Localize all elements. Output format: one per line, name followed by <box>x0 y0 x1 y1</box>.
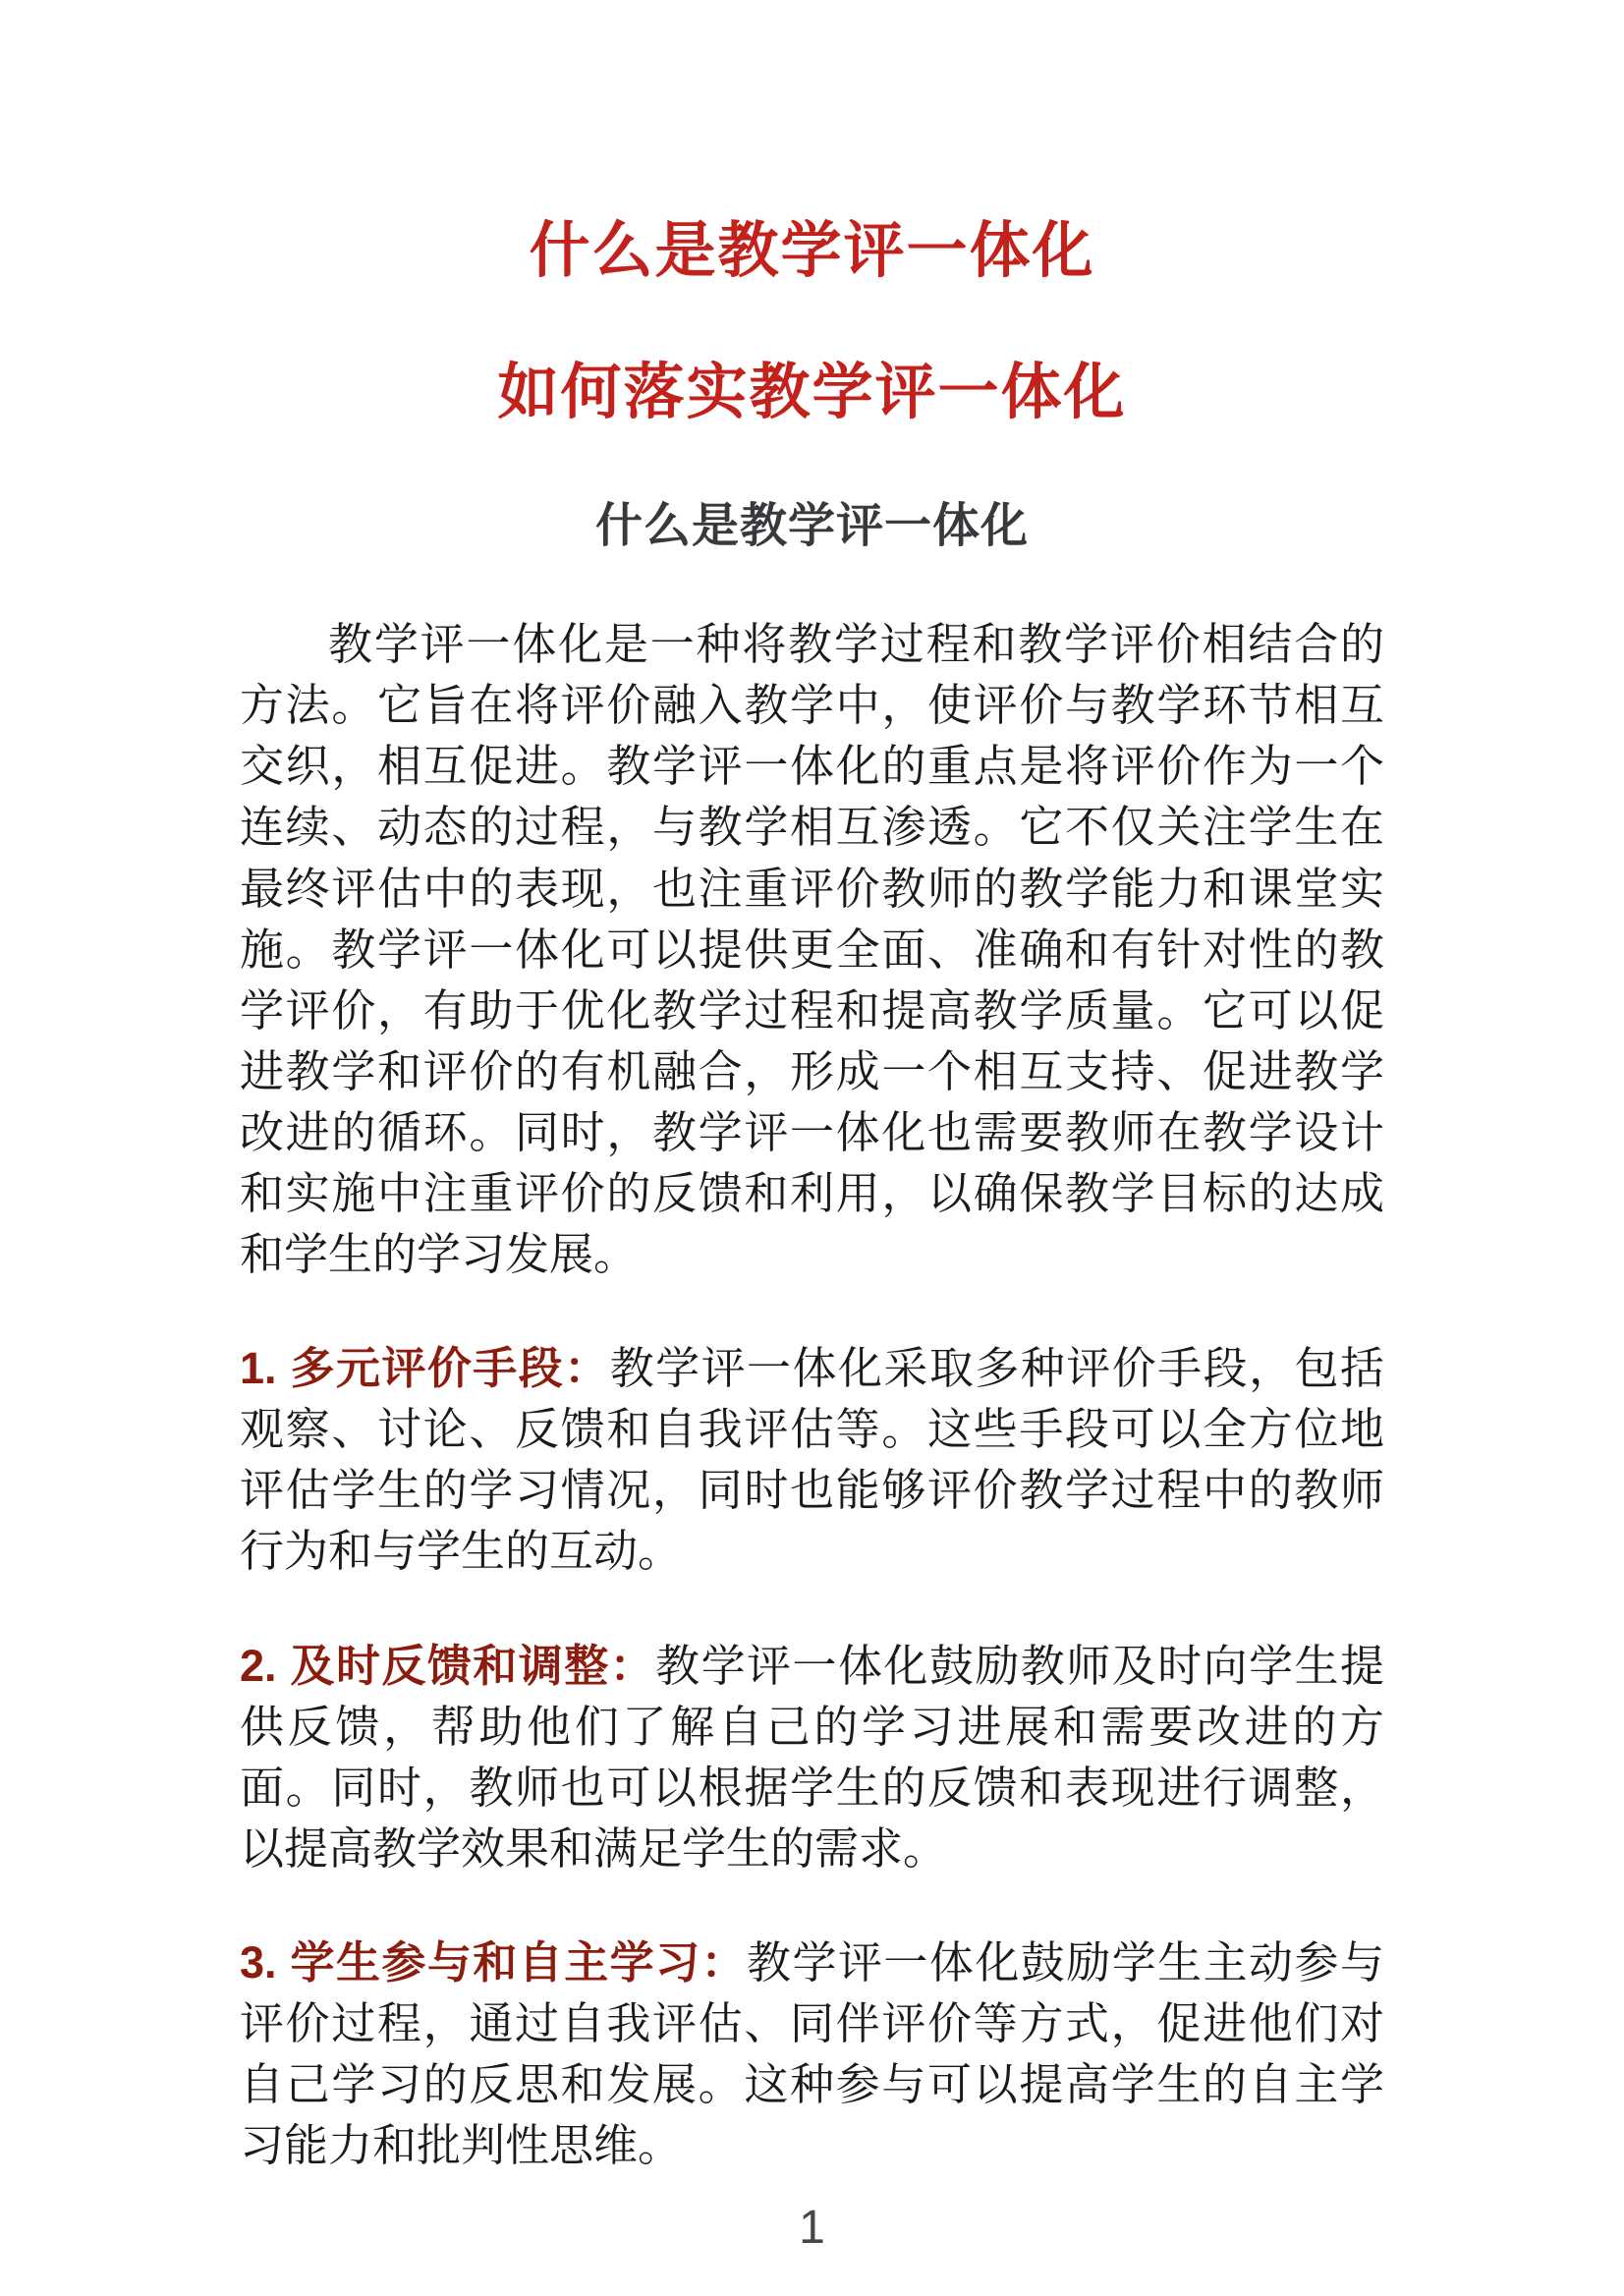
section-text-2: 教学评一体化鼓励教师及时向学生提供反馈，帮助他们了解自己的学习进展和需要改进的方面。同时，教师也可以根据学生的反馈和表现进行调整，以提高教学效果和满足学生的需求。 <box>240 1640 1384 1874</box>
intro-paragraph: 教学评一体化是一种将教学过程和教学评价相结合的方法。它旨在将评价融入教学中，使评价与教学环节相互交织，相互促进。教学评一体化的重点是将评价作为一个连续、动态的过程，与教学相互渗透。它不仅关注学生在最终评估中的表现，也注重评价教师的教学能力和课堂实施。教学评一体化可以提供更全面、准确和有针对性的教学评价，有助于优化教学过程和提高教学质量。它可以促进教学和评价的有机融合，形成一个相互支持、促进教学改进的循环。同时，教学评一体化也需要教师在教学设计和实施中注重评价的反馈和利用，以确保教学目标的达成和学生的学习发展。 <box>240 619 1384 1280</box>
section-paragraph-2 <box>240 1636 1384 1879</box>
section-subtitle: 什么是教学评一体化 <box>594 500 1029 553</box>
section-paragraph-3 <box>240 1932 1384 2176</box>
section-text-1: 教学评一体化采取多种评价手段，包括观察、讨论、反馈和自我评估等。这些手段可以全方位地评估学生的学习情况，同时也能够评价教学过程中的教师行为和与学生的互动。 <box>240 1343 1384 1577</box>
section-heading-3: 3. 学生参与和自主学习： <box>240 1936 748 1988</box>
section-heading-2: 2. 及时反馈和调整： <box>240 1640 656 1691</box>
main-title-line-1: 什么是教学评一体化 <box>529 217 1095 285</box>
main-title-line-2: 如何落实教学评一体化 <box>497 359 1127 427</box>
section-paragraph-1 <box>240 1338 1384 1582</box>
page-number: 1 <box>799 2202 825 2254</box>
section-heading-1: 1. 多元评价手段： <box>240 1343 610 1394</box>
page-footer <box>0 2201 1624 2255</box>
section-text-3: 教学评一体化鼓励学生主动参与评价过程，通过自我评估、同伴评价等方式，促进他们对自己学习的反思和发展。这种参与可以提高学生的自主学习能力和批判性思维。 <box>240 1936 1384 2171</box>
